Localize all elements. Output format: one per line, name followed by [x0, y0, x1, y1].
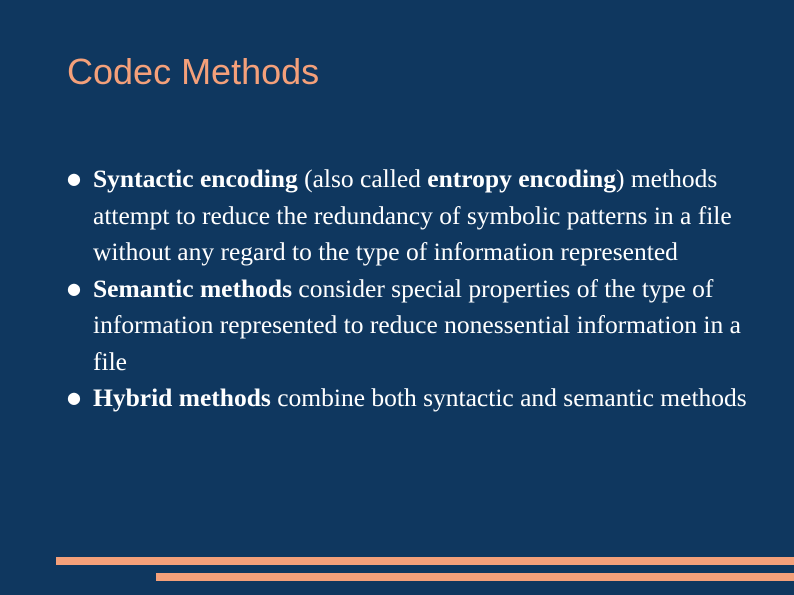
- bullet-text: [93, 164, 732, 266]
- bullet-body: ) methods attempt to reduce the redundancy of symbolic patterns in a file without any regard to the type of information represented: [93, 164, 732, 266]
- accent-bar-bottom: [156, 573, 794, 581]
- slide-title: Codec Methods: [67, 51, 320, 92]
- bullet-item-syntactic: [67, 161, 747, 271]
- bullet-text: [93, 383, 747, 412]
- bullet-term: Hybrid methods: [93, 383, 271, 412]
- bullet-term: Semantic methods: [93, 273, 293, 303]
- accent-bar-top: [56, 557, 794, 565]
- bullet-dot-icon: ●: [67, 388, 81, 407]
- bullet-body: consider special properties of the type of information represented to reduce nonessential information in a file: [93, 273, 741, 376]
- bullet-list: [67, 161, 747, 417]
- bullet-dot-icon: ●: [67, 169, 81, 188]
- bullet-text: [93, 274, 741, 376]
- bullet-body: (also called: [297, 164, 428, 193]
- bullet-term: Syntactic encoding: [93, 164, 298, 193]
- bullet-body: combine both syntactic and semantic methods: [270, 383, 747, 412]
- bullet-item-semantic: [67, 271, 747, 381]
- bullet-dot-icon: ●: [67, 278, 81, 298]
- bullet-item-hybrid: [67, 380, 747, 417]
- bullet-term: entropy encoding: [427, 164, 616, 193]
